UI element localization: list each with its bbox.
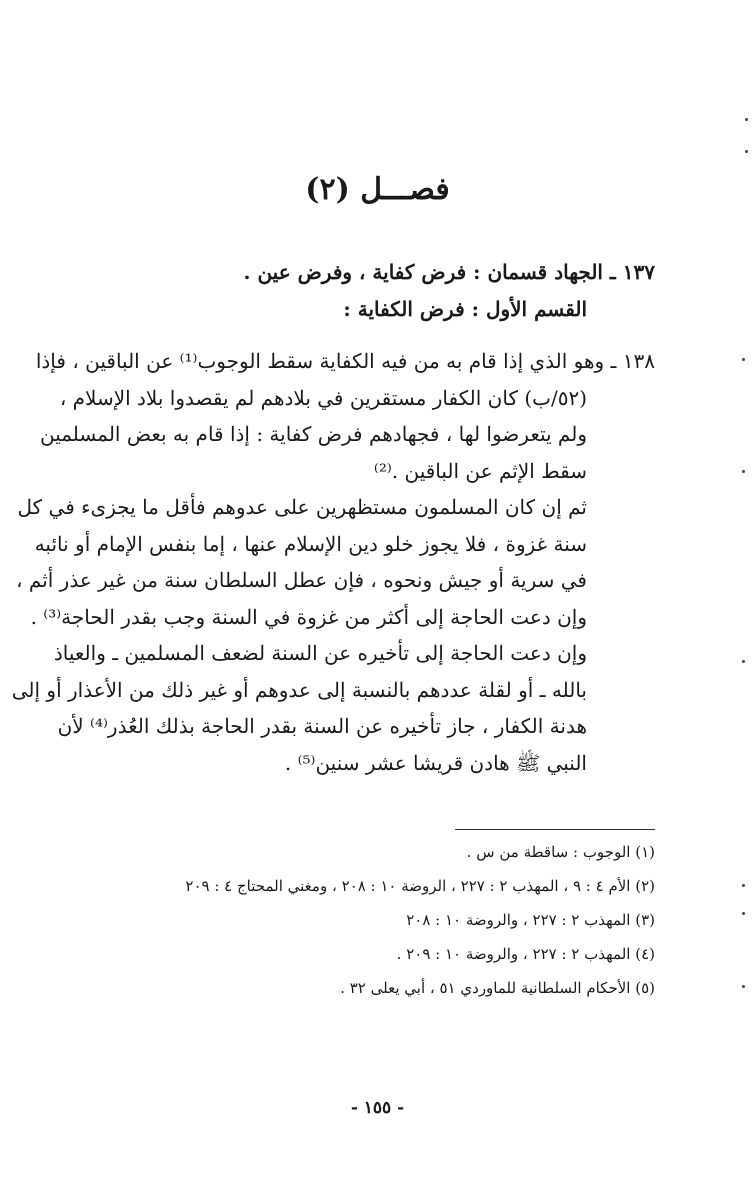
paragraph-line: وإن دعت الحاجة إلى تأخيره عن السنة لضعف المسلمين ـ والعياذ xyxy=(53,641,587,665)
paragraph-line: بالله ـ أو لقلة عددهم بالنسبة إلى عدوهم أو غير ذلك من الأعذار أو إلى xyxy=(11,677,587,702)
scan-speck xyxy=(742,470,745,473)
scan-speck xyxy=(742,884,745,887)
section-138 xyxy=(11,343,655,781)
section-137 xyxy=(100,254,655,327)
paragraph-line: ولم يتعرضوا لها ، فجهادهم فرض كفاية : إذا قام به بعض المسلمين xyxy=(39,422,587,446)
footnote-separator xyxy=(455,829,655,830)
footnote-1: (١) الوجوب : ساقطة من س . xyxy=(466,843,655,861)
footnote-4: (٤) المهذب ٢ : ٢٢٧ ، والروضة ١٠ : ٢٠٩ . xyxy=(396,945,655,963)
paragraph-line: في سرية أو جيش ونحوه ، فإن عطل السلطان سنة من غير عذر أثم ، xyxy=(16,568,587,592)
section-137-line-1: ١٣٧ ـ الجهاد قسمان : فرض كفاية ، وفرض عين . xyxy=(243,260,655,284)
scan-speck xyxy=(745,150,748,153)
scan-speck xyxy=(745,118,748,121)
chapter-heading: فصـــل (٢) xyxy=(305,172,450,207)
paragraph-line: ثم إن كان المسلمون مستظهرين على عدوهم فأقل ما يجزىء في كل xyxy=(17,495,587,519)
paragraph-line: وإن دعت الحاجة إلى أكثر من غزوة في السنة وجب بقدر الحاجة⁽³⁾ . xyxy=(30,604,587,629)
paragraph-line: هدنة الكفار ، جاز تأخيره عن السنة بقدر الحاجة بذلك العُذر⁽⁴⁾ لأن xyxy=(57,714,587,738)
scan-speck xyxy=(742,358,745,361)
paragraph-line: النبي ﷺ هادن قريشا عشر سنين⁽⁵⁾ . xyxy=(284,750,587,775)
paragraph-line: ١٣٨ ـ وهو الذي إذا قام به من فيه الكفاية سقط الوجوب⁽¹⁾ عن الباقين ، فإذا xyxy=(35,349,655,373)
section-137-line-2: القسم الأول : فرض الكفاية : xyxy=(343,296,587,321)
footnote-3: (٣) المهذب ٢ : ٢٢٧ ، والروضة ١٠ : ٢٠٨ xyxy=(406,911,655,929)
footnote-2: (٢) الأم ٤ : ٩ ، المهذب ٢ : ٢٢٧ ، الروضة ١٠ : ٢٠٨ ، ومغني المحتاج ٤ : ٢٠٩ xyxy=(185,877,655,895)
footnotes xyxy=(95,835,655,1005)
scan-speck xyxy=(742,985,745,988)
paragraph-line: سقط الإثم عن الباقين .⁽²⁾ xyxy=(373,458,587,483)
footnote-5: (٥) الأحكام السلطانية للماوردي ٥١ ، أبي يعلى ٣٢ . xyxy=(340,979,655,997)
page-number: - ١٥٥ - xyxy=(350,1098,405,1118)
paragraph-line: سنة غزوة ، فلا يجوز خلو دين الإسلام عنها ، إما بنفس الإمام أو نائبه xyxy=(34,531,587,556)
scan-speck xyxy=(742,660,745,663)
scan-speck xyxy=(742,912,745,915)
paragraph-line: (٥٢/ب) كان الكفار مستقرين في بلادهم لم يقصدوا بلاد الإسلام ، xyxy=(59,385,587,410)
